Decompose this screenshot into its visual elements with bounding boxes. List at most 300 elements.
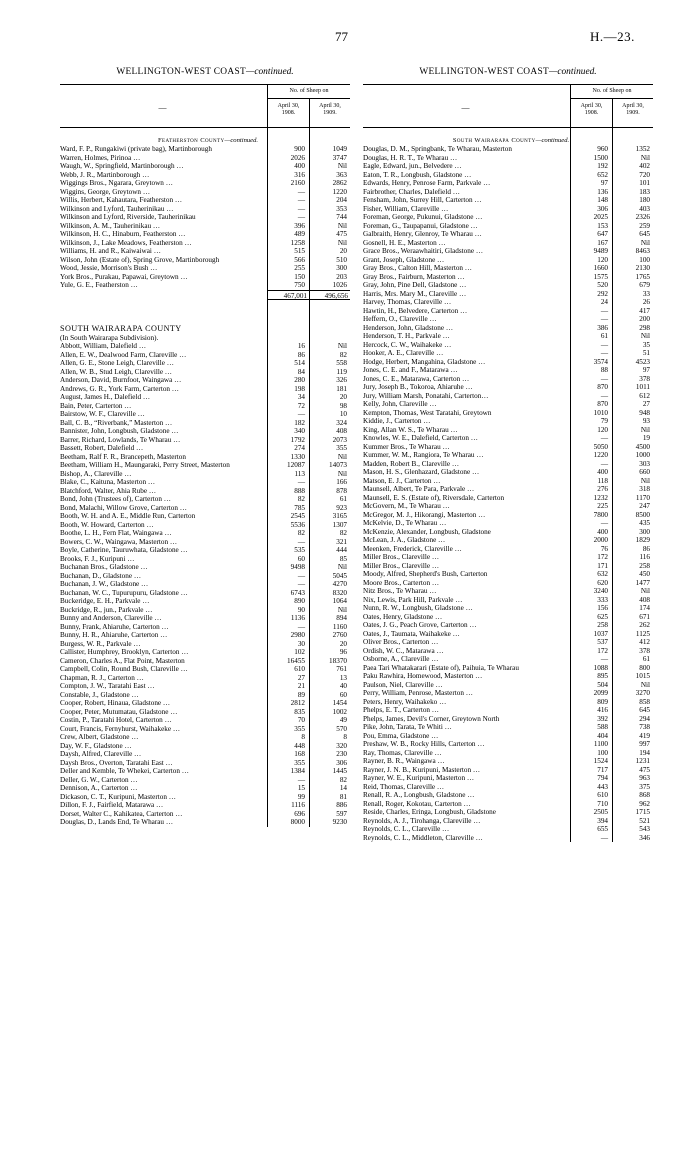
sheep-1909: 1160 [332, 622, 347, 631]
left-table-header [60, 84, 350, 128]
table-row [60, 281, 350, 290]
sheep-1909: 738 [639, 723, 650, 731]
sheep-1909: 2326 [635, 213, 650, 221]
sheep-1908: 355 [294, 758, 305, 767]
sheep-1908: 258 [597, 621, 608, 629]
sheep-1908: — [600, 655, 608, 663]
table-row [60, 640, 350, 649]
owner-name: Bunny, Frank, Ahiaruhe, Carterton … [60, 622, 169, 631]
owner-name: Crew, Albert, Gladstone … [60, 733, 139, 741]
sheep-1908: 3240 [593, 587, 608, 595]
owner-name: Cameron, Charles A., Flat Point, Masterton [60, 656, 185, 665]
table-row [60, 674, 350, 683]
owner-name: Wood, Jessie, Morrison's Bush … [60, 264, 158, 272]
report-reference: H.—23. [590, 29, 635, 44]
owner-name: Ward, F. P., Rungakiwi (private bag), Martinborough [60, 145, 212, 153]
table-row [60, 453, 350, 462]
table-row [363, 562, 653, 571]
owner-name: Harvey, Thomas, Clareville … [363, 298, 452, 306]
table-row [60, 631, 350, 640]
table-row [363, 196, 653, 205]
sheep-1908: 182 [294, 418, 305, 427]
owner-name: Paku Rawhira, Homewood, Masterton … [363, 672, 483, 680]
sheep-1908: 340 [294, 427, 305, 435]
owner-name: Maunsell, Albert, Te Para, Parkvale … [363, 485, 475, 493]
table-row [60, 759, 350, 768]
south-wairarapa-rows-continued [363, 145, 653, 842]
table-row [363, 239, 653, 248]
year-1909-header [612, 99, 653, 127]
sheep-1908: 870 [597, 383, 608, 391]
table-row [363, 638, 653, 647]
owner-name: Compton, J. W., Taratahi East … [60, 682, 155, 690]
sheep-1908: 118 [597, 476, 608, 485]
owner-name: Rayner, B. R., Waingawa … [363, 757, 445, 765]
sheep-1909: 744 [336, 213, 347, 221]
sheep-1909: 510 [336, 255, 347, 264]
sheep-1909: 1002 [332, 707, 347, 716]
sheep-1909: 419 [639, 731, 650, 740]
owner-name: Bain, Peter, Carterton … [60, 401, 132, 410]
table-row [60, 478, 350, 487]
sheep-1909: 298 [639, 323, 650, 332]
sheep-1908: 588 [597, 723, 608, 731]
sheep-1908: 88 [600, 366, 608, 374]
sheep-1909: 93 [642, 417, 650, 425]
sheep-1908: 2026 [290, 153, 305, 162]
sheep-1909: 1231 [635, 757, 650, 765]
sheep-1908: — [600, 340, 608, 349]
table-row [363, 341, 653, 350]
sheep-1909: 3270 [635, 689, 650, 697]
column-rule [267, 128, 268, 827]
owner-name: Beetham, Ralf F. R., Brancepeth, Masterton [60, 452, 186, 461]
owner-name: Henderson, John, Gladstone … [363, 323, 454, 332]
owner-name: Moody, Alfred, Shepherd's Bush, Carterton [363, 570, 488, 578]
owner-name: Moore Bros., Carterton … [363, 578, 440, 587]
table-row [60, 436, 350, 445]
owner-name: Kummer, W. M., Rangiora, Te Wharau … [363, 451, 484, 459]
table-row [363, 468, 653, 477]
sheep-1909: 18370 [329, 656, 347, 665]
sheep-1908: 8 [301, 733, 305, 741]
owner-name: Reynolds, C. L., Middleton, Clareville … [363, 833, 483, 842]
sheep-1909: 8500 [635, 510, 650, 519]
table-row [60, 750, 350, 759]
table-row [60, 385, 350, 394]
table-row [60, 171, 350, 180]
owner-name: Madden, Robert B., Clareville … [363, 459, 460, 468]
sheep-1908: 632 [597, 570, 608, 578]
owner-name: Buchanan, W. C., Tupurupuru, Gladstone … [60, 588, 188, 597]
owner-name: Campbell, Colin, Round Bush, Clareville … [60, 665, 188, 673]
sheep-1908: — [297, 410, 305, 418]
sheep-1908: — [600, 306, 608, 315]
sheep-1908: 7800 [593, 510, 608, 519]
table-row [363, 655, 653, 664]
sheep-1909: 435 [639, 519, 650, 527]
owner-name: Reid, Thomas, Clareville … [363, 782, 445, 791]
sheep-1909: 5045 [332, 571, 347, 580]
table-row [363, 536, 653, 545]
table-row [60, 529, 350, 538]
sheep-1909: 671 [639, 612, 650, 621]
owner-name: Webb, J. R., Martinborough … [60, 170, 150, 179]
sheep-1908: 16 [297, 342, 305, 350]
sheep-count-header: No. of Sheep on [267, 85, 350, 99]
sheep-1908: 21 [297, 682, 305, 690]
sheep-1909: Nil [640, 332, 650, 340]
table-row [363, 596, 653, 605]
owner-name: Rayner, J. N. B., Kuripuni, Masterton … [363, 765, 481, 774]
sheep-1909: 679 [639, 281, 650, 289]
sheep-1908: 2980 [290, 631, 305, 639]
table-row [363, 681, 653, 690]
sheep-1908: 416 [597, 706, 608, 714]
sheep-1909: 963 [639, 774, 650, 782]
sheep-1908: 172 [597, 646, 608, 655]
sheep-1908: 400 [597, 527, 608, 536]
sheep-1909: Nil [640, 238, 650, 247]
owner-name: Wiggins, George, Greytown … [60, 187, 151, 196]
sheep-1908: — [297, 213, 305, 221]
sheep-1909: 35 [642, 340, 650, 349]
owner-name: Buckeridge, E. H., Parkvale … [60, 597, 150, 605]
year-1908-header [570, 99, 612, 127]
owner-name: Meenken, Frederick, Clareville … [363, 544, 462, 553]
table-row [60, 342, 350, 351]
sheep-1908: 168 [294, 750, 305, 758]
sheep-1908: 225 [597, 502, 608, 510]
owner-name: Boyle, Catherine, Tauruwhata, Gladstone … [60, 546, 188, 554]
sheep-1909: 49 [339, 716, 347, 724]
sheep-1909: 1000 [635, 451, 650, 459]
owner-name: Daysh Bros., Overton, Taratahi East … [60, 758, 173, 767]
sheep-1908: — [297, 622, 305, 631]
table-row [60, 623, 350, 632]
table-row [60, 614, 350, 623]
total-1908: 467,001 [267, 290, 309, 300]
owner-name: Foreman, George, Pukunui, Gladstone … [363, 213, 483, 221]
sheep-1909: 259 [639, 221, 650, 230]
table-row [363, 545, 653, 554]
owner-name: Reynolds, A. J., Tirohanga, Clareville … [363, 816, 481, 825]
sheep-1909: 320 [336, 741, 347, 750]
owner-name: McKenzie, Alexander, Longbush, Gladstone [363, 527, 491, 536]
sheep-1909: 2760 [332, 631, 347, 639]
sheep-1908: 1100 [593, 740, 608, 748]
spacer [60, 300, 350, 309]
owner-name: Dillon, F. J., Fairfield, Matarawa … [60, 801, 164, 809]
owner-name: Maunsell, E. S. (Estate of), Riversdale, Carterton [363, 493, 505, 502]
sheep-1908: 99 [297, 792, 305, 801]
table-row [363, 358, 653, 367]
column-rule [612, 128, 613, 842]
table-row [363, 494, 653, 503]
table-row [363, 604, 653, 613]
table-row [363, 188, 653, 197]
sheep-1909: 997 [639, 740, 650, 748]
year2-date: April 30, [319, 103, 341, 109]
sheep-1908: 504 [597, 680, 608, 689]
table-row [363, 383, 653, 392]
table-row [363, 698, 653, 707]
sheep-1909: 82 [339, 529, 347, 537]
table-row [363, 723, 653, 732]
sheep-1909: 180 [639, 196, 650, 204]
sheep-1909: 200 [639, 315, 650, 323]
sheep-1909: 1477 [635, 578, 650, 587]
table-row [60, 504, 350, 513]
sheep-1909: 1049 [332, 145, 347, 153]
section-name: Featherston County [157, 136, 225, 144]
sheep-1908: 2505 [593, 808, 608, 816]
table-row [60, 725, 350, 734]
owner-name: Blatchford, Walter, Ahia Rube … [60, 486, 157, 495]
owner-name: Wilkinson, J., Lake Meadows, Featherston … [60, 238, 192, 247]
table-row [363, 817, 653, 826]
table-row [60, 682, 350, 691]
table-row [60, 376, 350, 385]
owner-name: Gray, John, Pine Dell, Gladstone … [363, 281, 467, 289]
owner-name: Bond, Malachi, Willow Grove, Carterton … [60, 503, 187, 512]
table-row [60, 818, 350, 827]
owner-name: Callister, Humphrey, Brooklyn, Carterton … [60, 648, 189, 656]
sheep-1909: 1765 [635, 272, 650, 281]
sheep-1908: — [600, 519, 608, 527]
sheep-1908: 1660 [593, 264, 608, 272]
table-row [363, 375, 653, 384]
sheep-1908: 1575 [593, 272, 608, 281]
table-row [363, 230, 653, 239]
left-title-suffix: —continued. [245, 67, 294, 77]
sheep-1909: 1352 [635, 145, 650, 153]
owner-name: Grant, Joseph, Gladstone … [363, 255, 445, 264]
sheep-1908: 514 [294, 359, 305, 367]
owner-name: Nix, Lewis, Park Hill, Parkvale … [363, 595, 463, 604]
sheep-1909: 1715 [635, 808, 650, 816]
sheep-1909: 521 [639, 816, 650, 825]
table-row [363, 222, 653, 231]
table-row [60, 580, 350, 589]
owner-name: Edwards, Henry, Penrose Farm, Parkvale … [363, 179, 491, 187]
owner-name: Ordish, W. C., Matarawa … [363, 646, 444, 655]
sheep-1908: 120 [597, 255, 608, 264]
sheep-1909: 8463 [635, 247, 650, 255]
total-1909: 496,656 [309, 290, 350, 300]
sheep-1909: 174 [639, 604, 650, 612]
sheep-1908: 1232 [593, 493, 608, 502]
sheep-1909: 570 [336, 724, 347, 733]
sheep-1908: — [297, 204, 305, 213]
table-row [60, 495, 350, 504]
table-row [363, 689, 653, 698]
table-row [60, 230, 350, 239]
sheep-1908: 520 [597, 281, 608, 289]
table-row [363, 349, 653, 358]
sheep-1908: — [297, 775, 305, 784]
owner-name: Dickason, C. T., Kuripuni, Masterton … [60, 792, 176, 801]
sheep-1909: 101 [639, 179, 650, 187]
owner-name: Dennison, A., Carterton … [60, 784, 138, 792]
table-row [363, 256, 653, 265]
table-row [363, 460, 653, 469]
sheep-1908: 1088 [593, 663, 608, 672]
year2-label: 1909. [626, 110, 640, 116]
table-row [60, 179, 350, 188]
sheep-1909: 26 [642, 298, 650, 306]
table-row [60, 597, 350, 606]
table-row [363, 587, 653, 596]
sheep-1908: 192 [597, 162, 608, 170]
table-row [363, 740, 653, 749]
sheep-1908: 2000 [593, 536, 608, 544]
sheep-1909: 878 [336, 486, 347, 495]
owner-name: Brooks, F. J., Kuripuni … [60, 554, 135, 563]
sheep-1909: 85 [339, 554, 347, 563]
owner-name: Blake, C., Kaituna, Masterton … [60, 478, 156, 486]
owner-name: Bunny, H. R., Ahiaruhe, Carterton … [60, 631, 168, 639]
table-row [363, 732, 653, 741]
table-row [60, 708, 350, 717]
sheep-1909: 800 [639, 663, 650, 672]
table-row [363, 834, 653, 843]
owner-name: York Bros., Purakau, Papawai, Greytown … [60, 272, 188, 281]
sheep-1908: — [600, 374, 608, 383]
sheep-1909: 1220 [332, 187, 347, 196]
sheep-1909: 61 [339, 495, 347, 503]
sheep-1909: 294 [639, 714, 650, 723]
owner-name: Bishop, A., Clareville … [60, 469, 132, 478]
sheep-1908: 72 [297, 401, 305, 410]
sheep-1909: Nil [337, 342, 347, 350]
sheep-1909: 258 [639, 561, 650, 570]
owner-name: Wilkinson, H. C., Hinaburn, Featherston … [60, 230, 186, 238]
sheep-1909: Nil [640, 476, 650, 485]
sheep-1908: 100 [597, 748, 608, 757]
owner-name: Phelps, E. T., Carterton … [363, 706, 439, 714]
left-title-text: WELLINGTON-WEST COAST [116, 67, 246, 77]
table-row [363, 800, 653, 809]
sheep-1908: — [297, 196, 305, 204]
sheep-1908: 82 [297, 495, 305, 503]
sheep-1908: 404 [597, 731, 608, 740]
name-column-header: — [158, 103, 167, 112]
sheep-1909: 1454 [332, 699, 347, 707]
sheep-1908: 620 [597, 578, 608, 587]
table-row [60, 538, 350, 547]
owner-name: Constable, J., Gladstone … [60, 690, 139, 699]
year1-label: 1908. [584, 110, 599, 116]
owner-name: Anderson, David, Burnfoot, Waingawa … [60, 376, 182, 384]
owner-name: Gray Bros., Fairburn, Masterton … [363, 272, 465, 281]
sheep-1908: 625 [597, 612, 608, 621]
table-row [363, 273, 653, 282]
sheep-1908: 647 [597, 230, 608, 238]
sheep-1908: 9489 [593, 247, 608, 255]
sheep-1909: 3165 [332, 512, 347, 520]
sheep-1908: — [600, 315, 608, 323]
table-row [363, 791, 653, 800]
sheep-1909: 4270 [332, 580, 347, 588]
table-row [363, 315, 653, 324]
owner-name: Peters, Henry, Waihakeko … [363, 697, 447, 706]
sheep-1908: 34 [297, 393, 305, 401]
table-row [363, 766, 653, 775]
owner-name: Perry, William, Penrose, Masterton … [363, 689, 473, 697]
owner-name: Willis, Herbert, Kahautara, Featherston … [60, 196, 183, 204]
table-row [363, 664, 653, 673]
sheep-1908: 276 [597, 485, 608, 493]
sheep-1909: 183 [639, 187, 650, 196]
table-row [363, 783, 653, 792]
sheep-1908: 392 [597, 714, 608, 723]
table-row [363, 434, 653, 443]
sheep-1909: 2862 [332, 179, 347, 187]
table-row [60, 546, 350, 555]
sheep-1909: 378 [639, 646, 650, 655]
year2-label: 1909. [323, 110, 337, 116]
table-row [60, 810, 350, 819]
sheep-1909: 761 [336, 665, 347, 673]
owner-name: Bond, John (Trustees of), Carterton … [60, 495, 171, 503]
table-row [60, 742, 350, 751]
owner-name: Booth, W. Howard, Carterton … [60, 520, 154, 529]
sheep-1909: 8320 [332, 588, 347, 597]
sheep-1908: 2160 [290, 179, 305, 187]
sheep-1908: 1136 [290, 614, 305, 622]
sheep-1908: 89 [297, 690, 305, 699]
sheep-1908: 1500 [593, 153, 608, 162]
table-row [60, 351, 350, 360]
sheep-1909: 353 [336, 204, 347, 213]
owner-name: Cooper, Peter, Mutumatau, Gladstone … [60, 707, 178, 716]
sheep-1908: 113 [294, 469, 305, 478]
owner-name: Wilson, John (Estate of), Spring Grove, Martinborough [60, 255, 220, 264]
sheep-1909: 2073 [332, 435, 347, 444]
sheep-1908: 102 [294, 648, 305, 656]
table-row [60, 256, 350, 265]
table-row [60, 427, 350, 436]
table-row [60, 470, 350, 479]
table-row [60, 393, 350, 402]
owner-name: Wilkinson, A. M., Tauherinikau … [60, 221, 161, 230]
table-row [363, 290, 653, 299]
table-row [60, 776, 350, 785]
table-row [363, 715, 653, 724]
sheep-1908: 2025 [593, 213, 608, 221]
sheep-1909: 9230 [332, 818, 347, 826]
sheep-1909: 645 [639, 230, 650, 238]
sheep-1908: 890 [294, 597, 305, 605]
sheep-1908: 1258 [290, 238, 305, 247]
sheep-1909: 378 [639, 374, 650, 383]
sheep-1909: 403 [639, 204, 650, 213]
sheep-1908: 835 [294, 707, 305, 716]
sheep-1908: 9498 [290, 563, 305, 571]
table-row [363, 281, 653, 290]
sheep-1909: 204 [336, 196, 347, 204]
sheep-1908: 30 [297, 639, 305, 648]
owner-name: Jones, C. E., Matarawa, Carterton … [363, 374, 470, 383]
sheep-1908: 333 [597, 595, 608, 604]
table-row [60, 162, 350, 171]
sheep-1908: 610 [597, 791, 608, 799]
table-row [60, 665, 350, 674]
sheep-1909: 4523 [635, 357, 650, 366]
sheep-1908: 15 [297, 784, 305, 792]
sheep-1909: 82 [339, 350, 347, 359]
